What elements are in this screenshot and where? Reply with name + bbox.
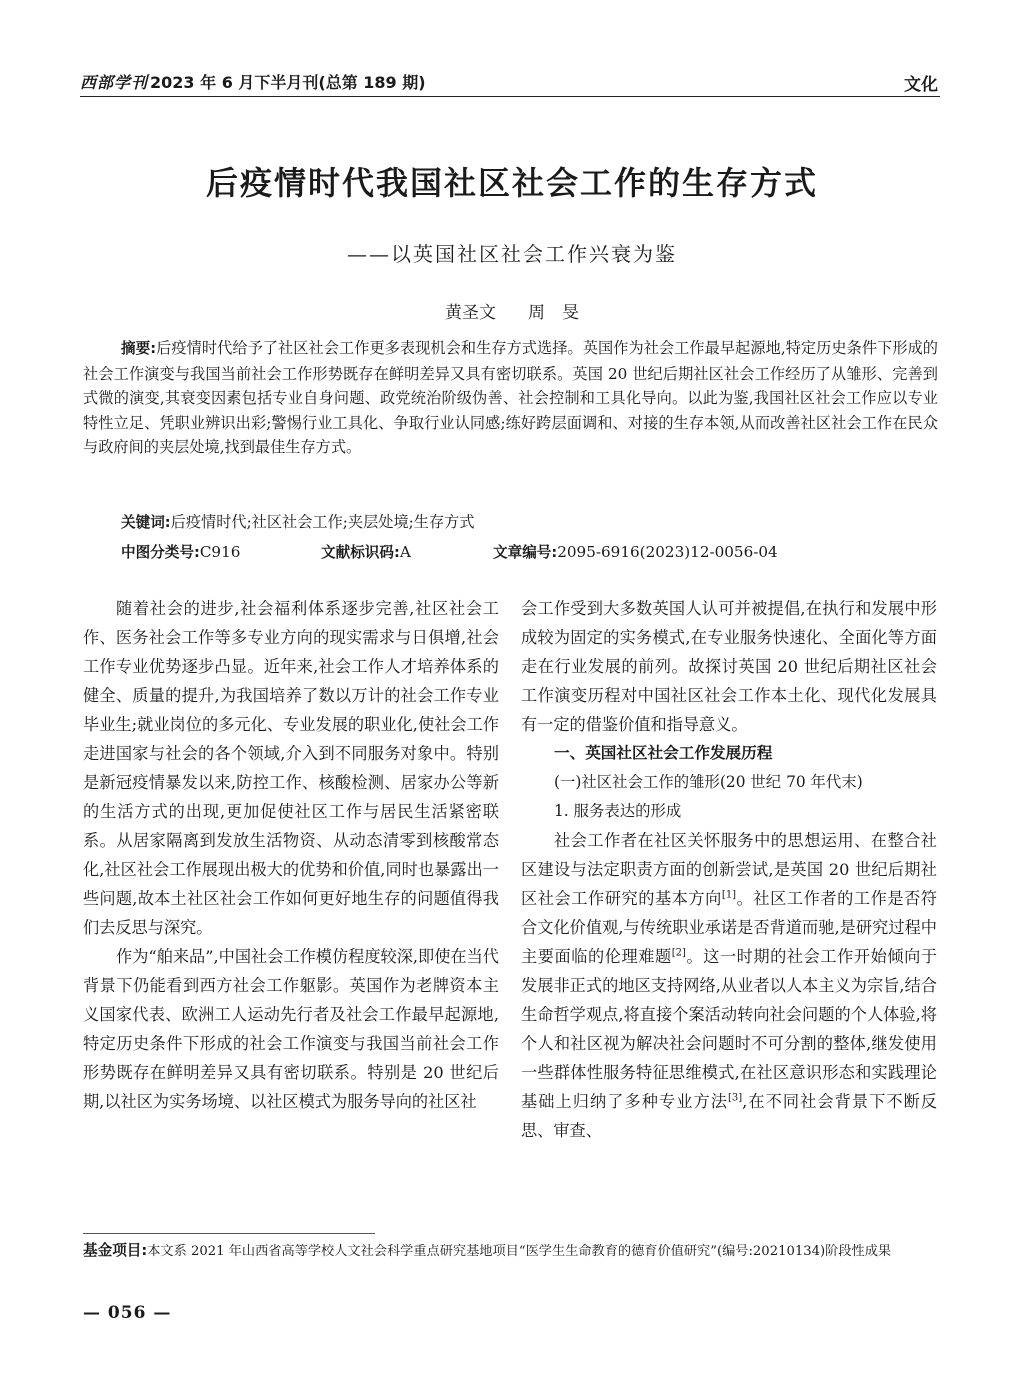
journal-logo: 西部学刊 <box>80 73 149 92</box>
keywords <box>121 510 475 535</box>
journal-issue <box>80 70 426 93</box>
body-column-right <box>521 594 937 1145</box>
keywords-text: 后疫情时代;社区社会工作;夹层处境;生存方式 <box>170 513 475 531</box>
footnote-label: 基金项目: <box>83 1242 148 1259</box>
keywords-label: 关键词: <box>121 514 171 531</box>
body-paragraph: 随着社会的进步,社会福利体系逐步完善,社区社会工作、医务社会工作等多专业方向的现实需求与日俱增,社会工作专业优势逐步凸显。近年来,社会工作人才培养体系的健全、质量的提升,为我国培养了数以万计的社会工作专业毕业生;就业岗位的多元化、专业发展的职业化,使社会工作走进国家与社会的各个领域,介入到不同服务对象中。特别是新冠疫情暴发以来,防控工作、核酸检测、居家办公等新的生活方式的出现,更加促使社区工作与居民生活紧密联系。从居家隔离到发放生活物资、从动态清零到核酸常态化,社区社会工作展现出极大的优势和价值,同时也暴露出一些问题,故本土社区社会工作如何更好地生存的问题值得我们去反思与深究。 <box>83 599 499 937</box>
article-number <box>493 540 778 565</box>
citation-ref[interactable]: [3] <box>727 1092 743 1104</box>
paragraph-text: 。这一时期的社会工作开始倾向于发展非正式的地区支持网络,从业者以人本主义为宗旨,结合生命哲学观点,将直接个案活动转向社会问题的个人体验,将个人和社区视为解决社会问题时不可分割的整体,继发使用一些群体性服务特征思维模式,在社区意识形态和实践理论基础上归纳了多种专业方法 <box>521 947 938 1111</box>
subsubsection-heading: 1. 服务表达的形成 <box>554 802 682 820</box>
paragraph-text: ,在不同社会背景下不断反思、审查、 <box>521 1092 937 1140</box>
abstract <box>83 336 938 460</box>
page-number: — 056 — <box>83 1303 172 1323</box>
article-title: 后疫情时代我国社区社会工作的生存方式 <box>205 164 818 202</box>
author-name: 周 旻 <box>528 303 579 323</box>
doc-value: A <box>399 543 411 561</box>
running-header <box>80 66 940 97</box>
document-code <box>321 540 493 565</box>
article-value: 2095-6916(2023)12-0056-04 <box>557 543 778 561</box>
article-label: 文章编号: <box>493 544 558 561</box>
doc-label: 文献标识码: <box>321 544 400 561</box>
body-paragraph <box>521 826 937 1145</box>
subsection-heading: (一)社区社会工作的雏形(20 世纪 70 年代末) <box>554 773 863 791</box>
funding-footnote <box>83 1240 943 1263</box>
clc-label: 中图分类号: <box>121 544 200 561</box>
citation-ref[interactable]: [1] <box>721 889 737 901</box>
article-subtitle: ——以英国社区社会工作兴衰为鉴 <box>347 242 677 266</box>
body-paragraph: 作为“舶来品”,中国社会工作模仿程度较深,即使在当代背景下仍能看到西方社会工作躯影。英国作为老牌资本主义国家代表、欧洲工人运动先行者及社会工作最早起源地,特定历史条件下形成的社会工作演变与我国当前社会工作形势既存在鲜明差异又具有密切联系。特别是 20 世纪后期,以社区为实务场境、以社区模式为服务导向的社区社 <box>83 947 499 1111</box>
author-name: 黄圣文 <box>445 303 496 323</box>
footnote-text: 本文系 2021 年山西省高等学校人文社会科学重点研究基地项目“医学生生命教育的德育价值研究”(编号:20210134)阶段性成果 <box>147 1244 892 1259</box>
issue-label: 2023 年 6 月下半月刊(总第 189 期) <box>150 73 426 92</box>
clc-value: C916 <box>199 543 241 561</box>
authors <box>0 298 1024 323</box>
clc-number <box>121 540 321 565</box>
citation-ref[interactable]: [2] <box>671 947 686 959</box>
section-label: 文化 <box>904 75 938 95</box>
body-paragraph: 会工作受到大多数英国人认可并被提倡,在执行和发展中形成较为固定的实务模式,在专业服务快速化、全面化等方面走在行业发展的前列。故探讨英国 20 世纪后期社区社会工作演变历程对中国社区社会工作本土化、现代化发展具有一定的借鉴价值和指导意义。 <box>521 599 937 734</box>
section-heading: 一、英国社区社会工作发展历程 <box>554 744 773 762</box>
abstract-label: 摘要: <box>121 340 157 357</box>
paragraph-text: 。社区工作者的工作是否符合文化价值观,与传统职业承诺是否背道而驰,是研究过程中主要面临的伦理难题 <box>521 889 938 966</box>
footnote-divider <box>83 1233 375 1234</box>
body-column-left <box>83 594 499 1116</box>
abstract-text: 后疫情时代给予了社区社会工作更多表现机会和生存方式选择。英国作为社会工作最早起源地,特定历史条件下形成的社会工作演变与我国当前社会工作形势既存在鲜明差异又具有密切联系。英国 20 世纪后期社区社会工作经历了从雏形、完善到式微的演变,其衰变因素包括专业自身问题、政党统治阶级伪善、社会控制和工具化导向。以此为鉴,我国社区社会工作应以专业特性立足、凭职业辨识出彩;警惕行业工具化、争取行业认同感;练好跨层面调和、对接的生存本领,从而改善社区社会工作在民众与政府间的夹层处境,找到最佳生存方式。 <box>83 339 938 456</box>
paragraph-text: 社会工作者在社区关怀服务中的思想运用、在整合社区建设与法定职责方面的创新尝试,是英国 20 世纪后期社区社会工作研究的基本方向 <box>521 831 937 908</box>
classification-info <box>121 540 881 565</box>
